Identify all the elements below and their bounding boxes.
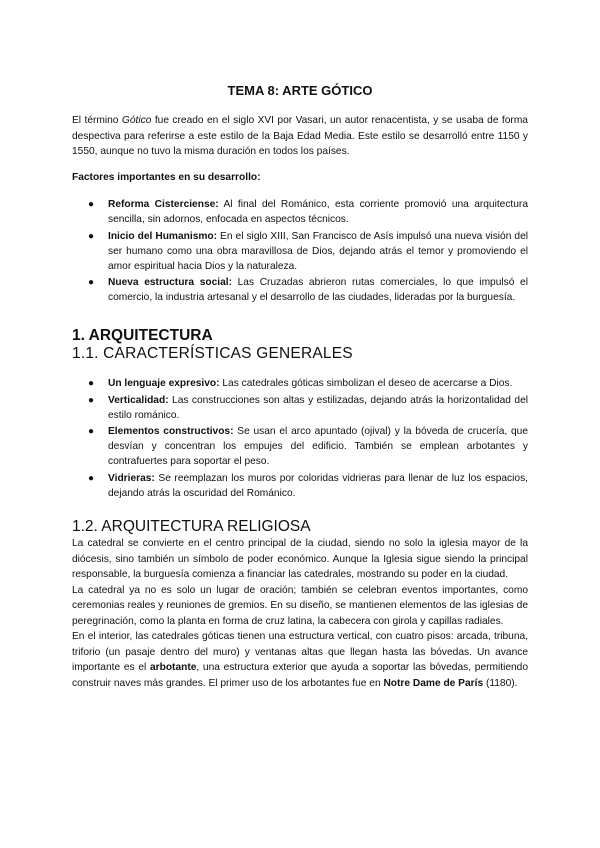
bullet-icon: ● bbox=[88, 199, 95, 210]
bullet-icon: ● bbox=[88, 394, 95, 406]
page-title: TEMA 8: ARTE GÓTICO bbox=[227, 83, 373, 98]
list-item bbox=[72, 471, 528, 501]
bullet-icon: ● bbox=[88, 277, 95, 288]
item-term: Inicio del Humanismo: bbox=[108, 230, 218, 242]
factors-list bbox=[72, 197, 528, 307]
intro-text-1: El término bbox=[72, 115, 122, 126]
item-text: Se reemplazan los muros por coloridas vidrieras para llenar de luz los espacios, dejando atrás la oscuridad del Románico. bbox=[108, 472, 528, 499]
item-term: Reforma Cisterciense: bbox=[108, 199, 219, 210]
intro-paragraph bbox=[72, 113, 528, 160]
bullet-icon: ● bbox=[88, 378, 95, 389]
item-term: Verticalidad: bbox=[108, 394, 169, 406]
bullet-icon: ● bbox=[88, 472, 95, 484]
factors-heading: Factores importantes en su desarrollo: bbox=[72, 172, 261, 183]
item-text: Las construcciones son altas y estilizadas, dejando atrás la horizontalidad del estilo románico. bbox=[108, 394, 528, 421]
section-heading-arquitectura: 1. ARQUITECTURA bbox=[72, 327, 213, 344]
item-term: Vidrieras: bbox=[108, 472, 155, 484]
item-text: Se usan el arco apuntado (ojival) y la bóveda de crucería, que desvían y concentran los empujes del edificio. También se emplean arbotantes y contrafuertes para soportar el peso. bbox=[108, 426, 528, 467]
intro-italic-term: Gótico bbox=[121, 115, 152, 126]
list-item bbox=[72, 393, 528, 423]
subsection-heading-caracteristicas: 1.1. CARACTERÍSTICAS GENERALES bbox=[72, 345, 353, 362]
item-text: En el siglo XIII, San Francisco de Asís impulsó una nueva visión del ser humano como una obra maravillosa de Dios, dejando atrás el temor y promoviendo el amor espiritual hacia Dios y la naturaleza. bbox=[108, 230, 528, 272]
paragraph-text-2: , una estructura exterior que ayuda a soportar las bóvedas, permitiendo construir naves más grandes. El primer uso de los arbotantes fue en bbox=[72, 662, 529, 689]
intro-text-2: fue creado en el siglo XVI por Vasari, un autor renacentista, y se usaba de forma despectiva para referirse a este estilo de la Baja Edad Media. Este estilo se desarrolló entre 1150 y 1550, aunque no tuvo la misma duración en todos los países. bbox=[72, 115, 528, 157]
item-term: Nueva estructura social: bbox=[108, 277, 232, 288]
item-text: Las catedrales góticas simbolizan el deseo de acercarse a Dios. bbox=[219, 378, 513, 389]
list-item bbox=[72, 275, 528, 305]
bullet-icon: ● bbox=[88, 426, 95, 437]
religious-architecture-text bbox=[72, 536, 528, 691]
characteristics-list bbox=[72, 376, 528, 502]
list-item bbox=[72, 229, 528, 274]
paragraph: La catedral se convierte en el centro principal de la ciudad, siendo no solo la iglesia mayor de la diócesis, sino también un símbolo de poder económico. Aunque la Iglesia sigue siendo la principal responsable, la burguesía comienza a financiar las catedrales, mostrando su poder en la ciudad. bbox=[72, 538, 528, 580]
paragraph-text-1: En el interior, las catedrales góticas tienen una estructura vertical, con cuatro pisos: arcada, tribuna, triforio (un pasaje dentro del muro) y ventanas altas que llegan hasta las bóvedas. Un avance importante es el bbox=[72, 631, 528, 673]
subsection-heading-religiosa: 1.2. ARQUITECTURA RELIGIOSA bbox=[72, 518, 311, 535]
paragraph bbox=[72, 629, 528, 691]
item-term: Un lenguaje expresivo: bbox=[108, 378, 220, 389]
paragraph-text-3: (1180). bbox=[483, 677, 518, 689]
item-text: Las Cruzadas abrieron rutas comerciales, lo que impulsó el comercio, la industria artesanal y el desarrollo de las ciudades, lideradas por la burguesía. bbox=[108, 277, 528, 303]
bullet-icon: ● bbox=[88, 230, 95, 242]
term-notre-dame: Notre Dame de París bbox=[383, 677, 484, 689]
list-item bbox=[72, 197, 528, 227]
paragraph: La catedral ya no es solo un lugar de oración; también se celebran eventos importantes, como ceremonias reales y reuniones de gremios. En su diseño, se mantienen elementos de las iglesias de peregrinación, como la planta en forma de cruz latina, la cabecera con girola y capillas radiales. bbox=[72, 584, 528, 627]
item-term: Elementos constructivos: bbox=[108, 426, 234, 437]
list-item bbox=[72, 424, 528, 469]
item-text: Al final del Románico, esta corriente promovió una arquitectura sencilla, sin adornos, enfocada en aspectos técnicos. bbox=[108, 199, 528, 225]
list-item bbox=[72, 376, 528, 391]
term-arbotante: arbotante bbox=[149, 662, 197, 673]
